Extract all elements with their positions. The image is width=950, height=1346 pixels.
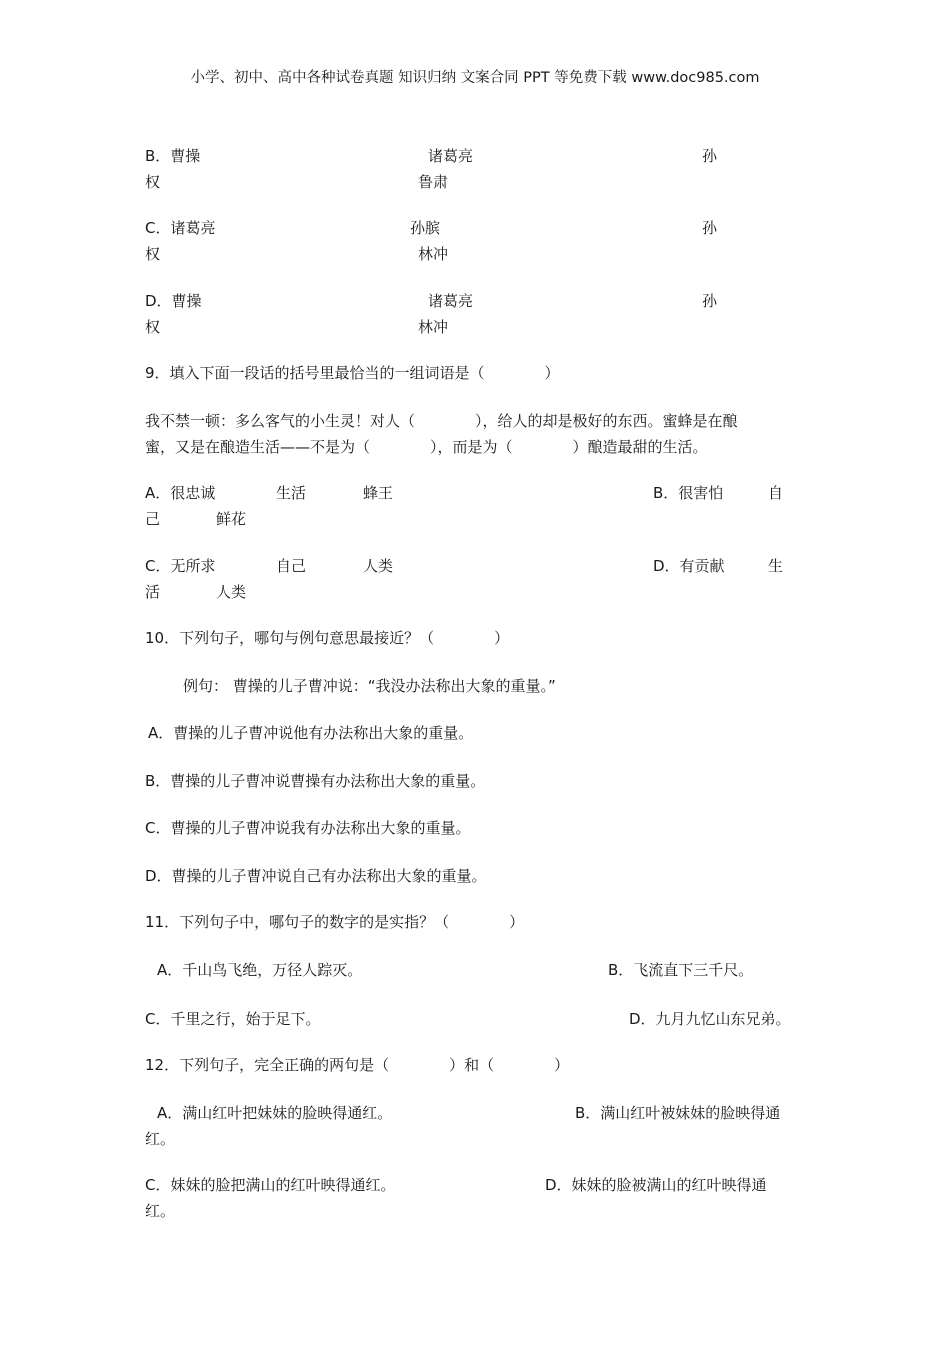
q9-option-a-item2: 生活 — [276, 484, 307, 502]
q9-option-c-item3: 人类 — [363, 557, 394, 575]
q8-option-c-item4: 林冲 — [418, 245, 449, 263]
q9-option-c: C．无所求 — [145, 557, 216, 575]
q12-option-c: C．妹妹的脸把满山的红叶映得通红。 — [145, 1176, 396, 1194]
q9-passage-line1: 我不禁一顿：多么客气的小生灵！对人（ ），给人的却是极好的东西。蜜蜂是在酿 — [145, 412, 738, 430]
q12-option-b: B．满山红叶被妹妹的脸映得通 — [575, 1104, 781, 1122]
q10-option-b: B．曹操的儿子曹冲说曹操有办法称出大象的重量。 — [145, 772, 486, 790]
q8-option-b-item3b: 权 — [145, 173, 161, 191]
q9-option-d-item2a: 生 — [768, 557, 784, 575]
q8-option-d-item2: 诸葛亮 — [428, 292, 474, 310]
q8-option-b-item4: 鲁肃 — [418, 173, 449, 191]
q9-question: 9．填入下面一段话的括号里最恰当的一组词语是（ ） — [145, 364, 560, 382]
q8-option-b-item2: 诸葛亮 — [428, 147, 474, 165]
q8-option-c-item2: 孙膑 — [410, 219, 441, 237]
q12-option-b-cont: 红。 — [145, 1130, 176, 1148]
q9-option-b-item2b: 己 — [145, 510, 161, 528]
q8-option-d-item4: 林冲 — [418, 318, 449, 336]
q8-option-b: B．曹操 — [145, 147, 201, 165]
q9-option-b: B．很害怕 — [653, 484, 724, 502]
q9-option-b-item3: 鲜花 — [216, 510, 247, 528]
q8-option-c-item3b: 权 — [145, 245, 161, 263]
page-header: 小学、初中、高中各种试卷真题 知识归纳 文案合同 PPT 等免费下载 www.doc985.com — [190, 70, 760, 86]
q11-option-c: C．千里之行，始于足下。 — [145, 1010, 321, 1028]
q10-example: 例句： 曹操的儿子曹冲说：“我没办法称出大象的重量。” — [183, 677, 556, 695]
q9-option-b-item2a: 自 — [768, 484, 784, 502]
q9-option-d-item3: 人类 — [216, 583, 247, 601]
q12-option-a: A．满山红叶把妹妹的脸映得通红。 — [157, 1104, 393, 1122]
q10-option-a: A．曹操的儿子曹冲说他有办法称出大象的重量。 — [148, 724, 474, 742]
q11-option-a: A．千山鸟飞绝，万径人踪灭。 — [157, 961, 363, 979]
q9-option-d-item2b: 活 — [145, 583, 161, 601]
q12-option-d: D．妹妹的脸被满山的红叶映得通 — [545, 1176, 767, 1194]
q11-question: 11．下列句子中，哪句子的数字的是实指？（ ） — [145, 913, 525, 931]
q12-question: 12．下列句子，完全正确的两句是（ ）和（ ） — [145, 1056, 570, 1074]
q10-option-c: C．曹操的儿子曹冲说我有办法称出大象的重量。 — [145, 819, 471, 837]
q8-option-c-item3a: 孙 — [702, 219, 718, 237]
q9-option-d: D．有贡献 — [653, 557, 725, 575]
q11-option-b: B．飞流直下三千尺。 — [608, 961, 754, 979]
q8-option-b-item3a: 孙 — [702, 147, 718, 165]
q12-option-d-cont: 红。 — [145, 1202, 176, 1220]
q8-option-d-item3a: 孙 — [702, 292, 718, 310]
q9-option-a: A．很忠诚 — [145, 484, 216, 502]
q8-option-c: C．诸葛亮 — [145, 219, 216, 237]
q9-option-a-item3: 蜂王 — [363, 484, 394, 502]
q8-option-d-item3b: 权 — [145, 318, 161, 336]
q9-option-c-item2: 自己 — [276, 557, 307, 575]
q11-option-d: D．九月九忆山东兄弟。 — [629, 1010, 791, 1028]
q10-question: 10．下列句子，哪句与例句意思最接近？（ ） — [145, 629, 510, 647]
q9-passage-line2: 蜜，又是在酿造生活——不是为（ ），而是为（ ）酿造最甜的生活。 — [145, 438, 708, 456]
q8-option-d: D．曹操 — [145, 292, 202, 310]
q10-option-d: D．曹操的儿子曹冲说自己有办法称出大象的重量。 — [145, 867, 487, 885]
